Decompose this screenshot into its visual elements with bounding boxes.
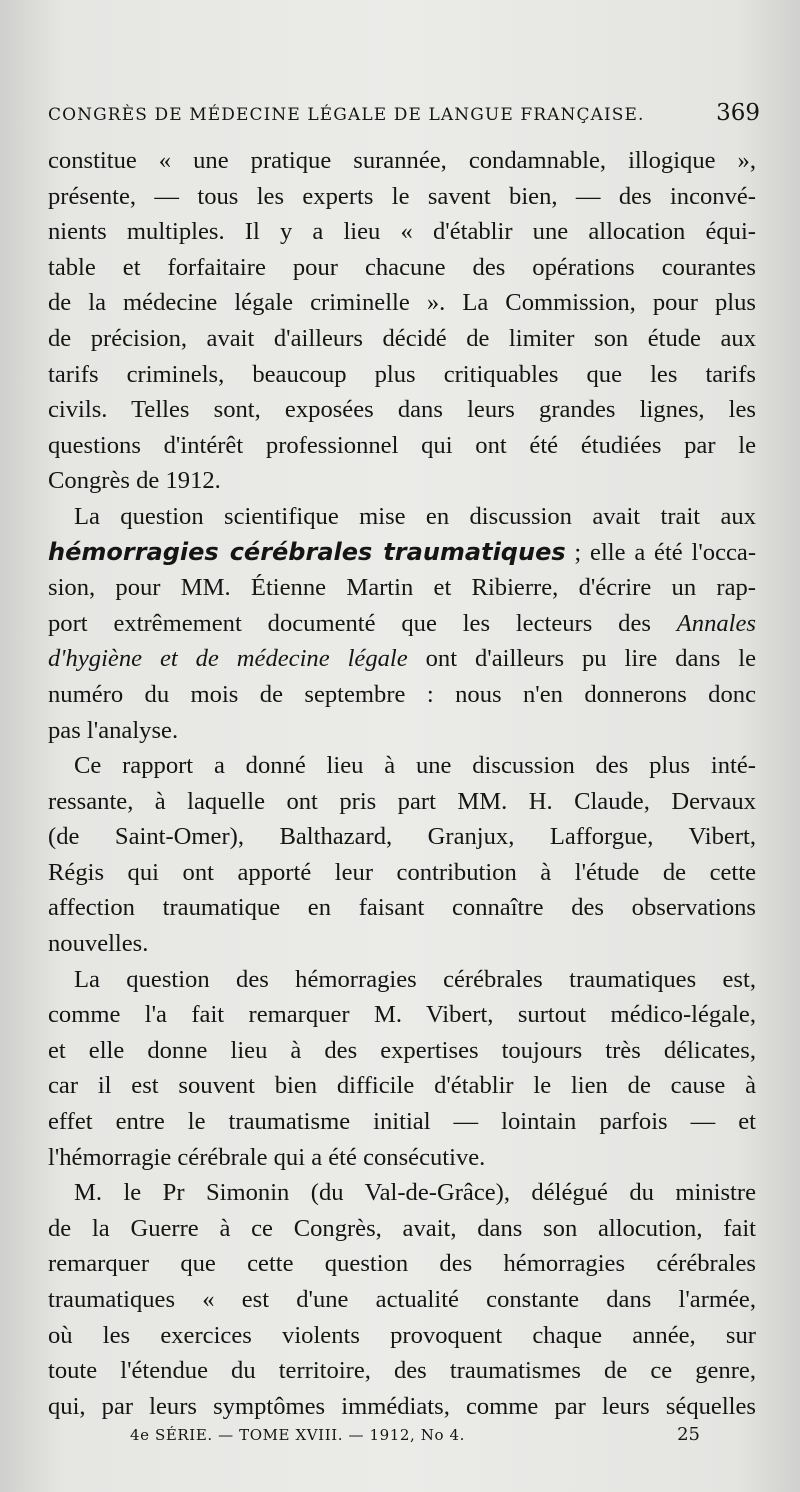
text-line: nouvelles. [48,930,149,958]
text-line: table et forfaitaire pour chacune des opérations courantes [48,253,756,281]
series-line: 4e SÉRIE. — TOME XVIII. — 1912, No 4. [130,1426,466,1444]
text-line: affection traumatique en faisant connaître des observations [48,894,756,922]
text-line: ressante, à laquelle ont pris part MM. H. Claude, Dervaux [48,787,756,815]
text-line: de la Guerre à ce Congrès, avait, dans son allocution, fait [48,1214,756,1242]
text-line: présente, — tous les experts le savent bien, — des inconvé- [48,182,756,210]
text-line: constitue « une pratique surannée, condamnable, illogique », [48,147,756,174]
text-line: traumatiques « est d'une actualité constante dans l'armée, [48,1286,756,1313]
text-line: nients multiples. Il y a lieu « d'établir une allocation équi- [48,218,756,246]
text-line: La question scientifique mise en discussion avait trait aux [74,502,756,530]
text-line: de la médecine légale criminelle ». La Commission, pour plus [48,289,756,317]
body-text [48,143,756,1424]
journal-title-italic: d'hygiène et de médecine légale [48,645,408,673]
text-run: port extrêmement documenté que les lecteurs des [48,609,677,637]
text-line: sion, pour MM. Étienne Martin et Ribierre, d'écrire un rap- [48,574,756,602]
text-line: Régis qui ont apporté leur contribution à l'étude de cette [48,858,756,886]
text-line: car il est souvent bien difficile d'établir le lien de cause à [48,1072,756,1100]
text-run: ont d'ailleurs pu lire dans le [407,645,756,673]
text-line: comme l'a fait remarquer M. Vibert, surtout médico-légale, [48,1001,756,1029]
text-line: tarifs criminels, beaucoup plus critiquables que les tarifs [48,360,756,388]
text-run: ; elle a été l'occa- [565,538,757,566]
text-line: Congrès de 1912. [48,467,221,495]
text-line: l'hémorragie cérébrale qui a été consécutive. [48,1143,486,1171]
text-line: remarquer que cette question des hémorragies cérébrales [48,1250,756,1278]
signature-mark: 25 [677,1424,700,1445]
running-title: CONGRÈS DE MÉDECINE LÉGALE DE LANGUE FRANÇAISE. [48,105,645,125]
text-line: M. le Pr Simonin (du Val-de-Grâce), délégué du ministre [74,1179,756,1207]
text-line [48,606,756,642]
text-line: civils. Telles sont, exposées dans leurs grandes lignes, les [48,396,756,424]
text-line: numéro du mois de septembre : nous n'en donnerons donc [48,680,756,708]
text-line: qui, par leurs symptômes immédiats, comme par leurs séquelles [48,1392,756,1420]
page-footer [130,1424,700,1450]
text-line: de précision, avait d'ailleurs décidé de limiter son étude aux [48,324,756,352]
page-number: 369 [716,100,760,126]
text-line [48,641,756,677]
text-line: La question des hémorragies cérébrales traumatiques est, [74,965,756,993]
running-head [48,100,760,136]
journal-title-italic: Annales [676,609,756,637]
text-line: Ce rapport a donné lieu à une discussion des plus inté- [74,752,756,780]
text-line [48,535,756,571]
text-line: où les exercices violents provoquent chaque année, sur [48,1321,756,1349]
text-line: questions d'intérêt professionnel qui ont été étudiées par le [48,431,756,459]
text-line: (de Saint-Omer), Balthazard, Granjux, Lafforgue, Vibert, [48,823,756,851]
text-line: pas l'analyse. [48,716,179,744]
text-line: toute l'étendue du territoire, des traumatismes de ce genre, [48,1357,756,1385]
emphasis-bold: hémorragies cérébrales traumatiques [48,537,566,566]
text-line: et elle donne lieu à des expertises toujours très délicates, [48,1036,756,1064]
text-line: effet entre le traumatisme initial — lointain parfois — et [48,1108,756,1136]
